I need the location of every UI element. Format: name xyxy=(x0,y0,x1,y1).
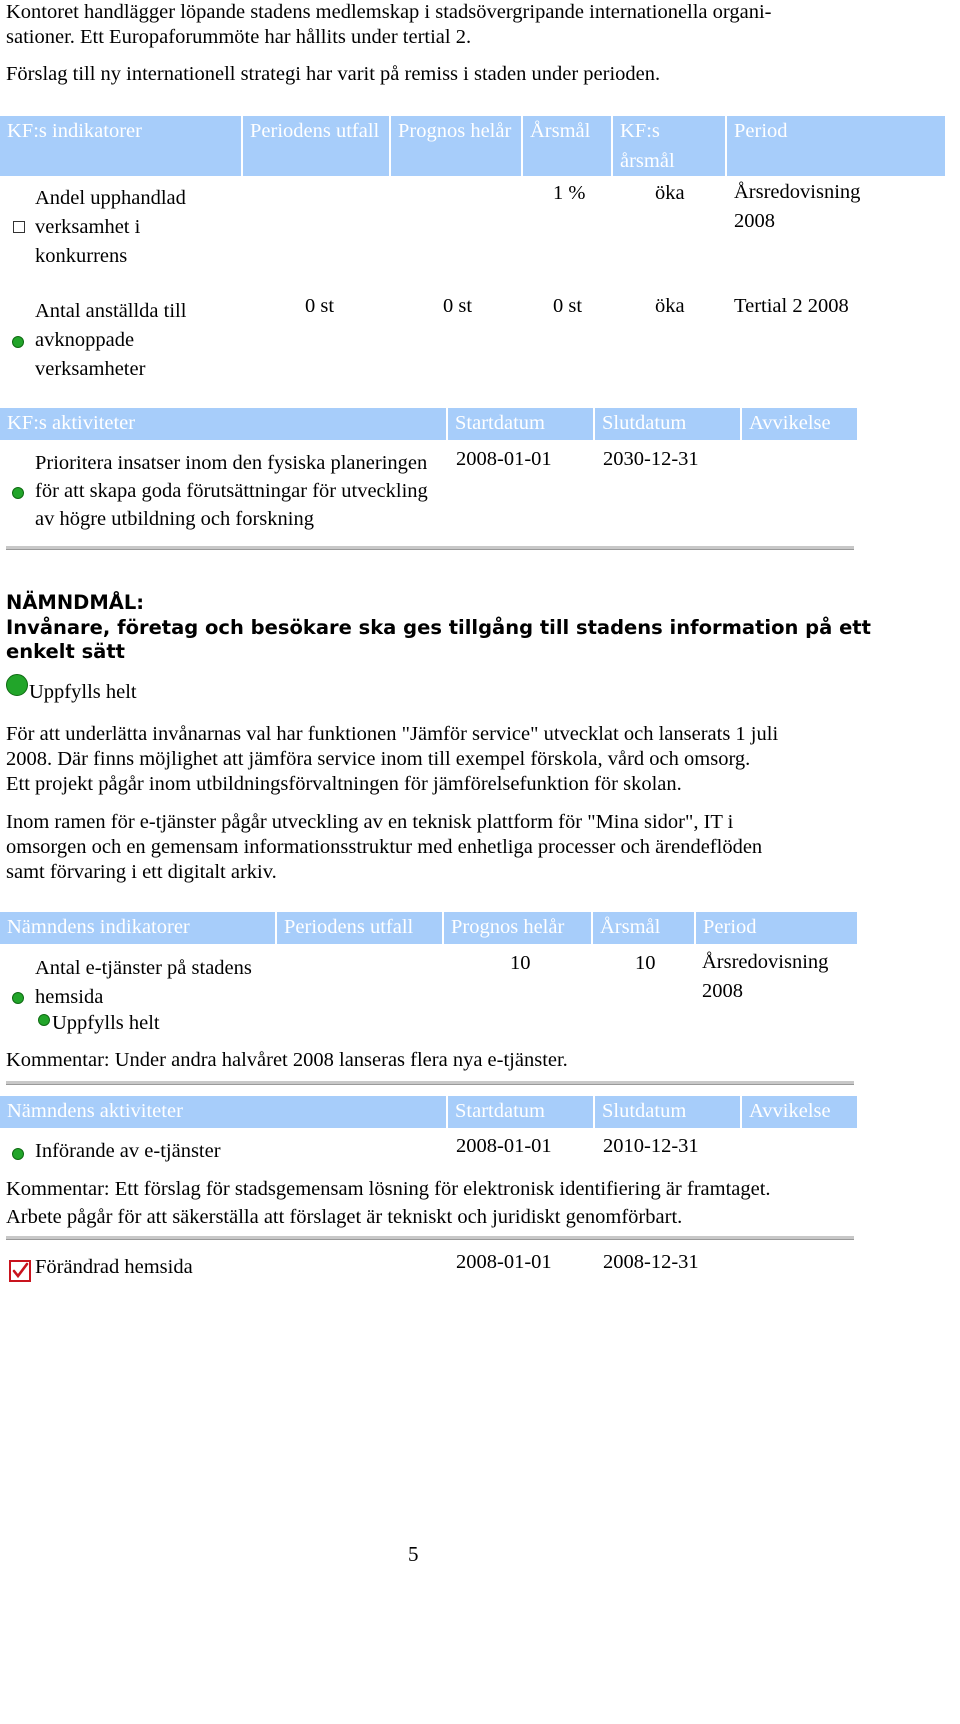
arsmal-value: 0 st xyxy=(553,295,583,317)
namndmal-title-line-2: enkelt sätt xyxy=(6,640,125,663)
col-kf-indicators: KF:s indikatorer xyxy=(0,116,241,176)
green-dot-icon xyxy=(12,1148,24,1160)
col-slutdatum: Slutdatum xyxy=(595,1096,740,1128)
arsmal-value: 10 xyxy=(635,952,656,974)
col-period: Period xyxy=(727,116,945,176)
divider xyxy=(6,546,854,550)
activity-comment-line-2: Arbete pågår för att säkerställa att förslaget är tekniskt och juridiskt genomförbart. xyxy=(6,1206,683,1228)
indicator-name: Antal anställda till avknoppade verksamheter xyxy=(35,300,187,380)
start-date: 2008-01-01 xyxy=(456,1251,552,1273)
green-dot-icon xyxy=(6,674,28,696)
green-dot-icon xyxy=(12,992,24,1004)
arsmal-value: 1 % xyxy=(553,182,586,204)
period-value: Tertial 2 2008 xyxy=(734,295,849,317)
end-date: 2010-12-31 xyxy=(603,1135,699,1157)
col-kf-arsmal: KF:s årsmål xyxy=(613,116,725,176)
col-slutdatum: Slutdatum xyxy=(595,408,740,440)
col-arsmal: Årsmål xyxy=(593,912,694,944)
col-startdatum: Startdatum xyxy=(448,408,593,440)
indicator-status: Uppfylls helt xyxy=(52,1012,160,1034)
divider xyxy=(6,1081,854,1085)
kf-arsmal-value: öka xyxy=(655,182,685,204)
activity-name: Införande av e-tjänster xyxy=(35,1140,221,1162)
namndmal-status: Uppfylls helt xyxy=(29,681,137,703)
indicator-name: Andel upphandlad verksamhet i konkurrens xyxy=(35,187,186,267)
page-number: 5 xyxy=(408,1542,419,1566)
green-dot-icon xyxy=(12,336,24,348)
col-avvikelse: Avvikelse xyxy=(742,1096,857,1128)
namnd-indicators-comment: Kommentar: Under andra halvåret 2008 lanseras flera nya e-tjänster. xyxy=(6,1049,568,1071)
indicator-name: Antal e-tjänster på stadens hemsida xyxy=(35,957,252,1008)
col-arsmal: Årsmål xyxy=(523,116,611,176)
square-outline-icon xyxy=(13,221,25,233)
divider xyxy=(6,1236,854,1240)
col-prognos-helar: Prognos helår xyxy=(444,912,591,944)
para2-line-2: omsorgen och en gemensam informationsstruktur med enhetliga processer och ärendeflöden xyxy=(6,836,763,858)
utfall-value: 0 st xyxy=(305,295,335,317)
intro-line-2: sationer. Ett Europaforummöte har hållits under tertial 2. xyxy=(6,26,472,48)
start-date: 2008-01-01 xyxy=(456,1135,552,1157)
activity-comment-line-1: Kommentar: Ett förslag för stadsgemensam lösning för elektronisk identifiering är framtaget. xyxy=(6,1178,771,1200)
prognos-value: 0 st xyxy=(443,295,473,317)
para1-line-3: Ett projekt pågår inom utbildningsförvaltningen för jämförelsefunktion för skolan. xyxy=(6,773,682,795)
col-periodens-utfall: Periodens utfall xyxy=(243,116,389,176)
period-value: Årsredovisning 2008 xyxy=(702,951,829,1002)
red-checkbox-icon xyxy=(9,1260,31,1282)
intro-line-3: Förslag till ny internationell strategi har varit på remiss i staden under perioden. xyxy=(6,63,661,85)
period-value: Årsredovisning 2008 xyxy=(734,181,861,232)
col-prognos-helar: Prognos helår xyxy=(391,116,521,176)
para1-line-2: 2008. Där finns möjlighet att jämföra service inom till exempel förskola, vård och omsorg. xyxy=(6,748,751,770)
col-periodens-utfall: Periodens utfall xyxy=(277,912,442,944)
col-avvikelse: Avvikelse xyxy=(742,408,857,440)
green-dot-icon xyxy=(12,487,24,499)
para1-line-1: För att underlätta invånarnas val har funktionen "Jämför service" utvecklat och lanserats 1 juli xyxy=(6,723,779,745)
end-date: 2008-12-31 xyxy=(603,1251,699,1273)
namndmal-label: NÄMNDMÅL: xyxy=(6,591,145,614)
activity-name: Förändrad hemsida xyxy=(35,1256,193,1278)
col-kf-activities: KF:s aktiviteter xyxy=(0,408,446,440)
intro-line-1: Kontoret handlägger löpande stadens medlemskap i stadsövergripande internationella organi- xyxy=(6,1,772,23)
col-startdatum: Startdatum xyxy=(448,1096,593,1128)
col-period: Period xyxy=(696,912,857,944)
col-namnd-indicators: Nämndens indikatorer xyxy=(0,912,275,944)
checkmark-icon xyxy=(11,1262,29,1280)
prognos-value: 10 xyxy=(510,952,531,974)
para2-line-3: samt förvaring i ett digitalt arkiv. xyxy=(6,861,277,883)
namndmal-title-line-1: Invånare, företag och besökare ska ges tillgång till stadens information på ett xyxy=(6,616,871,639)
kf-arsmal-value: öka xyxy=(655,295,685,317)
col-namnd-activities: Nämndens aktiviteter xyxy=(0,1096,446,1128)
para2-line-1: Inom ramen för e-tjänster pågår utveckling av en teknisk plattform för "Mina sidor", IT i xyxy=(6,811,734,833)
end-date: 2030-12-31 xyxy=(603,448,699,470)
start-date: 2008-01-01 xyxy=(456,448,552,470)
green-dot-icon xyxy=(38,1014,50,1026)
activity-name: Prioritera insatser inom den fysiska planeringen för att skapa goda förutsättningar för utveckling av högre utbildning och forskning xyxy=(35,452,428,530)
